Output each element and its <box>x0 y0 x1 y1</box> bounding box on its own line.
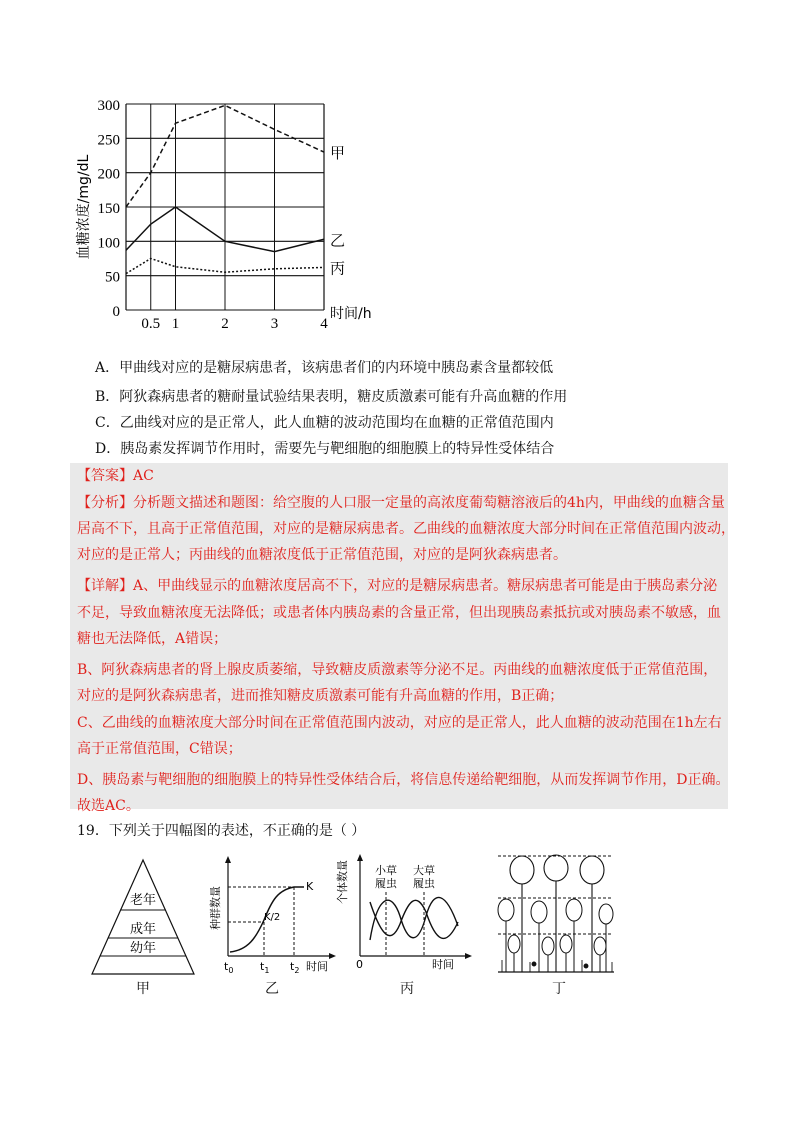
y-tick-label: 200 <box>97 166 120 183</box>
detail-line-2: 不足，导致血糖浓度无法降低；或患者体内胰岛素的含量正常，但出现胰岛素抵抗或对胰岛素不敏感，血 <box>77 605 721 621</box>
yi-t1: $t_1$ <box>260 960 270 975</box>
y-tick-label: 50 <box>105 269 120 286</box>
blood-glucose-chart <box>70 92 390 332</box>
bing-label-1a: 小草 <box>375 864 397 877</box>
curve-large <box>370 900 458 938</box>
answer-value: AC <box>133 468 154 484</box>
detail-line-9: 故选AC。 <box>77 798 140 814</box>
bing-label-2a: 大草 <box>413 864 435 877</box>
y-tick-label: 250 <box>97 132 120 149</box>
analysis-text: 分析题文描述和题图：给空腹的人口服一定量的高浓度葡萄糖溶液后的4h内，甲曲线的血糖含量 <box>133 495 725 511</box>
x-tick-label: 4 <box>320 316 328 332</box>
y-tick-label: 100 <box>97 235 120 252</box>
analysis-line-3: 对应的是正常人；丙曲线的血糖浓度低于正常值范围，对应的是阿狄森病患者。 <box>77 547 567 563</box>
option-c: C．乙曲线对应的是正常人，此人血糖的波动范围均在血糖的正常值范围内 <box>95 415 554 431</box>
y-tick-label: 300 <box>97 98 120 114</box>
option-a: A．甲曲线对应的是糖尿病患者，该病患者们的内环境中胰岛素含量都较低 <box>95 360 554 376</box>
answer-line <box>77 466 154 486</box>
caption-bing: 丙 <box>400 981 414 997</box>
caption-ding: 丁 <box>552 981 566 997</box>
yi-t0: $t_0$ <box>224 960 234 975</box>
bing-label-2b: 履虫 <box>413 877 435 890</box>
y-tick-label: 150 <box>97 201 120 217</box>
bing-xlabel: 时间 <box>432 958 454 971</box>
series-label: 丙 <box>330 259 346 278</box>
x-tick-label: 3 <box>270 316 279 332</box>
herbs-icon <box>502 960 612 972</box>
detail-line-1 <box>77 576 717 596</box>
bing-origin: 0 <box>356 958 363 971</box>
detail-text: A、甲曲线显示的血糖浓度居高不下，对应的是糖尿病患者。糖尿病患者可能是由于胰岛素分泌 <box>133 578 718 594</box>
question-19-stem: 19．下列关于四幅图的表述，不正确的是（ ） <box>77 823 366 839</box>
yi-xlabel: 时间 <box>306 960 328 973</box>
x-tick-label: 2 <box>221 316 229 332</box>
chart-svg <box>70 92 390 332</box>
figure-age-pyramid <box>88 858 198 978</box>
option-b: B．阿狄森病患者的糖耐量试验结果表明，糖皮质激素可能有升高血糖的作用 <box>95 389 568 405</box>
option-d: D．胰岛素发挥调节作用时，需要先与靶细胞的细胞膜上的特异性受体结合 <box>95 441 555 457</box>
analysis-line-1 <box>77 493 725 513</box>
detail-line-7: 高于正常值范围，C错误； <box>77 741 242 757</box>
figure-s-curve <box>208 854 338 978</box>
shrubs-icon <box>508 935 606 972</box>
yi-k2-label: K/2 <box>264 912 281 923</box>
detail-line-6: C、乙曲线的血糖浓度大部分时间在正常值范围内波动，对应的是正常人，此人血糖的波动范围在1h左右 <box>77 715 722 731</box>
level-adult: 成年 <box>129 922 157 937</box>
x-tick-label: 0.5 <box>141 316 161 332</box>
level-old: 老年 <box>129 893 157 908</box>
x-axis-label: 时间/h <box>330 306 372 322</box>
bing-ylabel: 个体数量 <box>336 860 349 904</box>
tall-trees-icon <box>510 855 604 972</box>
figure-competition <box>334 852 474 976</box>
detail-tag: 【详解】 <box>77 578 133 594</box>
detail-line-8: D、胰岛素与靶细胞的细胞膜上的特异性受体结合后，将信息传递给靶细胞，从而发挥调节作用，D正确。 <box>77 772 730 788</box>
answer-tag: 【答案】 <box>77 468 133 484</box>
caption-jia: 甲 <box>136 981 150 997</box>
y-axis-label: 血糖浓度/mg/dL <box>76 154 92 260</box>
series-label: 乙 <box>330 231 346 250</box>
x-tick-label: 1 <box>171 316 180 332</box>
detail-line-4: B、阿狄森病患者的肾上腺皮质萎缩，导致糖皮质激素等分泌不足。丙曲线的血糖浓度低于正常值范围， <box>77 662 718 678</box>
level-young: 幼年 <box>129 941 157 956</box>
bing-label-1b: 履虫 <box>375 877 397 890</box>
series-label: 甲 <box>330 144 346 163</box>
figure-forest-layers <box>494 852 618 976</box>
analysis-tag: 【分析】 <box>77 495 133 511</box>
detail-line-3: 糖也无法降低，A错误； <box>77 631 228 647</box>
yi-ylabel: 种群数量 <box>209 886 222 930</box>
curve-small <box>370 897 458 940</box>
detail-line-5: 对应的是阿狄森病患者，进而推知糖皮质激素可能有升高血糖的作用，B正确； <box>77 688 564 704</box>
pyramid-outline <box>92 860 194 974</box>
analysis-line-2: 居高不下，且高于正常值范围，对应的是糖尿病患者。乙曲线的血糖浓度大部分时间在正常值范围内波动， <box>77 521 735 537</box>
caption-yi: 乙 <box>265 981 279 997</box>
yi-k-label: K <box>306 880 314 893</box>
yi-t2: $t_2$ <box>290 960 300 975</box>
y-tick-label: 0 <box>112 304 120 320</box>
